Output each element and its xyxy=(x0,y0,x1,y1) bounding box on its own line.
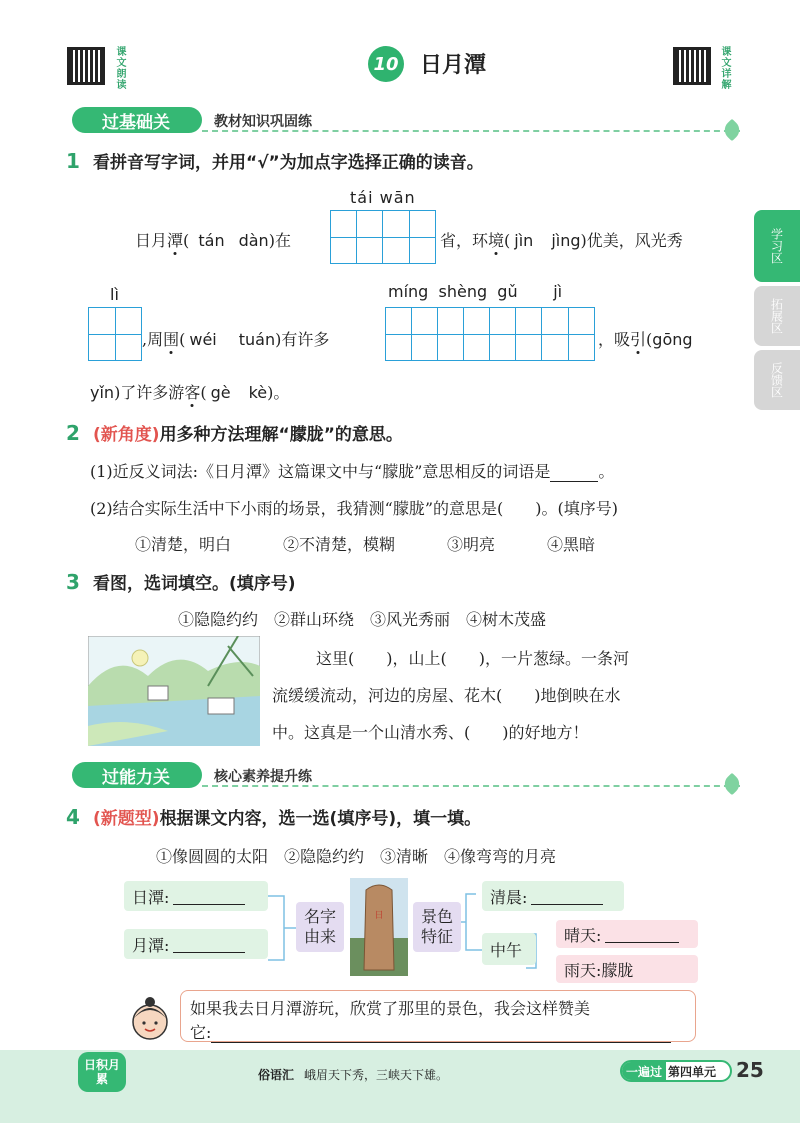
child-avatar-icon xyxy=(128,996,172,1042)
section-ability xyxy=(72,762,740,788)
question-1 xyxy=(66,148,484,173)
stone-monument-photo xyxy=(350,878,408,976)
ritan-box: 日潭: xyxy=(124,881,268,911)
answer-blank[interactable] xyxy=(173,935,245,953)
pinyin-option[interactable]: wéi xyxy=(189,330,217,349)
question-3 xyxy=(66,569,296,594)
question-prompt: 用多种方法理解“朦胧”的意思。 xyxy=(159,425,403,445)
qr-caption-left: 课文朗读 xyxy=(114,46,125,90)
pinyin-option[interactable]: gōng xyxy=(652,330,693,349)
question-prompt: 看拼音写字词，并用“√”为加点字选择正确的读音。 xyxy=(93,153,484,173)
qr-code-right[interactable] xyxy=(673,47,711,85)
q3-passage-line3: 中。这真是一个山清水秀、( )的好地方！ xyxy=(272,723,589,742)
qr-code-left[interactable] xyxy=(67,47,105,85)
side-tabs xyxy=(754,210,800,414)
grid-pinyin: tái wān xyxy=(350,188,416,207)
section-ability-tag: 过能力关 xyxy=(72,762,202,788)
q3-passage-line2: 流缓缓流动，河边的房屋、花木( )地倒映在水 xyxy=(272,686,621,705)
answer-blank[interactable] xyxy=(211,1025,671,1043)
section-basic-subtitle: 教材知识巩固练 xyxy=(214,114,312,130)
name-origin-box: 名字由来 xyxy=(296,902,344,952)
q2-options xyxy=(135,532,595,555)
q1-line1-right: 省，环境( jìn jìng)优美，风光秀 xyxy=(440,231,683,250)
section-basic-tag: 过基础关 xyxy=(72,107,202,133)
pinyin-option[interactable]: yǐn xyxy=(90,383,115,402)
pinyin-option[interactable]: tuán xyxy=(238,330,276,349)
praise-line2: 它: xyxy=(190,1020,671,1043)
section-ability-subtitle: 核心素养提升练 xyxy=(214,769,312,785)
yuetan-box: 月潭: xyxy=(124,929,268,959)
pinyin-option[interactable]: dàn xyxy=(238,231,269,250)
q3-word-bank: ①隐隐约约 ②群山环绕 ③风光秀丽 ④树木茂盛 xyxy=(178,610,547,629)
answer-blank[interactable] xyxy=(550,464,598,482)
question-prompt: 根据课文内容，选一选(填序号)，填一填。 xyxy=(159,809,482,829)
question-4 xyxy=(66,804,481,829)
q1-line1-left: 日月潭( tán dàn)在 xyxy=(135,231,291,250)
q4-word-bank: ①像圆圆的太阳 ②隐隐约约 ③清晰 ④像弯弯的月亮 xyxy=(156,847,557,866)
footer-proverb: 俗语汇 峨眉天下秀，三峡天下雄。 xyxy=(258,1068,449,1082)
q2-sub2: (2)结合实际生活中下小雨的场景，我猜测“朦胧”的意思是( )。(填序号) xyxy=(90,499,618,518)
pinyin-option[interactable]: gè xyxy=(210,383,231,402)
page-number: 25 xyxy=(736,1058,764,1082)
q1-line2-right: ，吸引(gōng xyxy=(598,330,693,349)
question-number: 2 xyxy=(66,421,80,445)
question-tag: (新角度) xyxy=(93,425,160,445)
option[interactable]: ④黑暗 xyxy=(547,535,596,554)
question-number: 4 xyxy=(66,805,80,829)
footer-unit-label: 一遍过 第四单元 xyxy=(620,1060,732,1082)
question-number: 3 xyxy=(66,570,80,594)
sunny-box: 晴天: xyxy=(556,920,698,948)
svg-text:日: 日 xyxy=(374,911,384,921)
section-divider xyxy=(202,785,740,787)
scenery-feature-box: 景色特征 xyxy=(413,902,461,952)
lesson-number-badge: 10 xyxy=(368,46,404,82)
page-title: 日月潭 xyxy=(420,53,487,78)
grid-pinyin-mingsheng: míng shèng gǔ jì xyxy=(388,282,563,301)
rainy-box: 雨天:朦胧 xyxy=(556,955,698,983)
option[interactable]: ①清楚，明白 xyxy=(135,535,232,554)
option[interactable]: ③明亮 xyxy=(447,535,496,554)
writing-grid-taiwan[interactable] xyxy=(330,210,436,264)
question-prompt: 看图，选词填空。(填序号) xyxy=(93,574,296,594)
answer-blank[interactable] xyxy=(173,887,245,905)
noon-box: 中午 xyxy=(482,933,536,965)
tab-study[interactable]: 学习区 xyxy=(754,210,800,282)
pinyin-option[interactable]: jìn xyxy=(514,231,534,250)
writing-grid-mingsheng[interactable] xyxy=(385,307,595,361)
q1-line2-left: ,周围( wéi tuán)有许多 xyxy=(142,330,330,349)
section-divider xyxy=(202,130,740,132)
morning-box: 清晨: xyxy=(482,881,624,911)
q3-passage-line1: 这里( )，山上( )，一片葱绿。一条河 xyxy=(316,649,629,668)
q1-line3: yǐn)了许多游客( gè kè)。 xyxy=(90,383,290,402)
grid-pinyin-li: lì xyxy=(110,285,119,304)
tab-extend[interactable]: 拓展区 xyxy=(754,286,800,346)
question-number: 1 xyxy=(66,149,80,173)
q2-sub1: (1)近反义词法:《日月潭》这篇课文中与“朦胧”意思相反的词语是 。 xyxy=(90,462,615,481)
qr-caption-right: 课文详解 xyxy=(719,46,730,90)
praise-line1: 如果我去日月潭游玩，欣赏了那里的景色，我会这样赞美 xyxy=(190,999,591,1018)
pinyin-option[interactable]: tán xyxy=(198,231,225,250)
footer-badge: 日积月累 xyxy=(78,1052,126,1092)
answer-blank[interactable] xyxy=(531,887,603,905)
option[interactable]: ②不清楚，模糊 xyxy=(283,535,396,554)
landscape-illustration xyxy=(88,636,260,746)
section-basic xyxy=(72,107,740,133)
pinyin-option[interactable]: kè xyxy=(248,383,268,402)
writing-grid-li[interactable] xyxy=(88,307,142,361)
question-tag: (新题型) xyxy=(93,809,160,829)
pinyin-option[interactable]: jìng xyxy=(551,231,581,250)
tab-feedback[interactable]: 反馈区 xyxy=(754,350,800,410)
answer-blank[interactable] xyxy=(605,925,679,943)
question-2 xyxy=(66,420,403,445)
